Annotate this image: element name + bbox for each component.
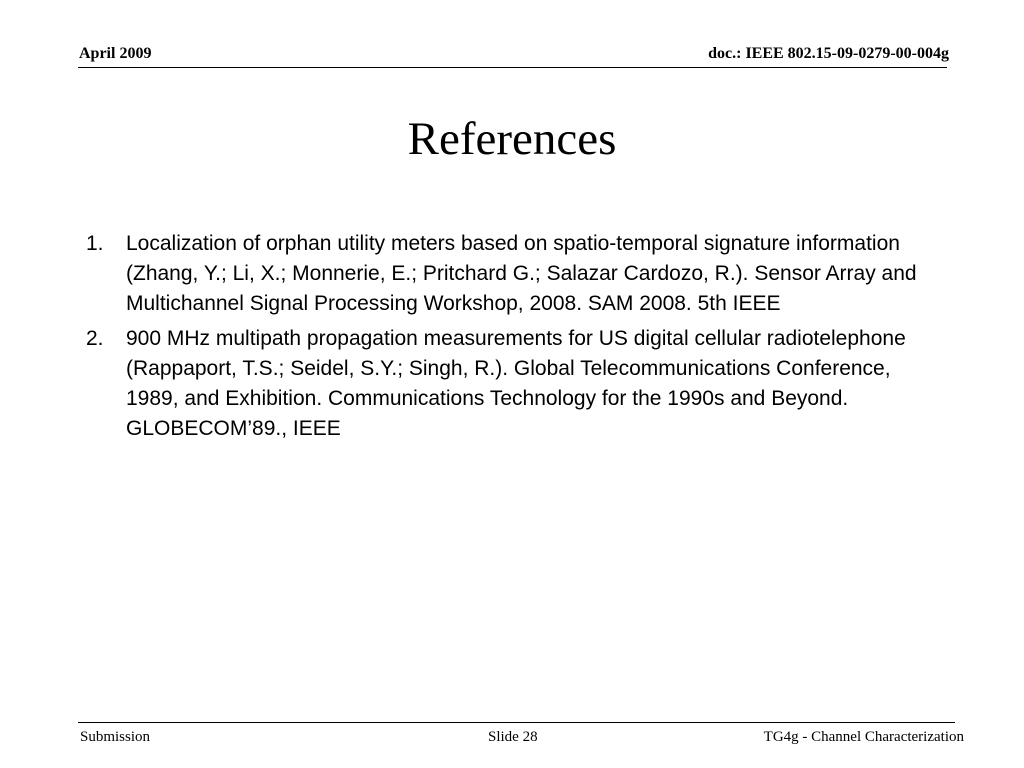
reference-item bbox=[86, 324, 946, 444]
header-divider bbox=[78, 67, 947, 68]
footer-slide-number: Slide 28 bbox=[488, 729, 538, 745]
reference-item bbox=[86, 229, 946, 319]
footer-divider bbox=[78, 722, 955, 723]
references-list bbox=[86, 229, 946, 449]
reference-number: 1. bbox=[86, 232, 104, 255]
reference-number: 2. bbox=[86, 327, 104, 350]
slide-title: References bbox=[407, 113, 617, 165]
header-document-id: doc.: IEEE 802.15-09-0279-00-004g bbox=[708, 45, 949, 62]
header-date: April 2009 bbox=[79, 45, 152, 62]
footer-submission: Submission bbox=[80, 729, 151, 745]
reference-text: 900 MHz multipath propagation measurements for US digital cellular radiotelephone (Rappaport, T.S.; Seidel, S.Y.; Singh, R.). Global Telecommunications Conference, 1989, and Exhibition. Communications Technology for the 1990s and Beyond. GLOBECOM’89., IEEE bbox=[126, 327, 906, 440]
footer-topic: TG4g - Channel Characterization bbox=[763, 729, 964, 745]
reference-text: Localization of orphan utility meters based on spatio-temporal signature information (Zhang, Y.; Li, X.; Monnerie, E.; Pritchard G.; Salazar Cardozo, R.). Sensor Array and Multichannel Signal Processing Workshop, 2008. SAM 2008. 5th IEEE bbox=[126, 232, 917, 315]
